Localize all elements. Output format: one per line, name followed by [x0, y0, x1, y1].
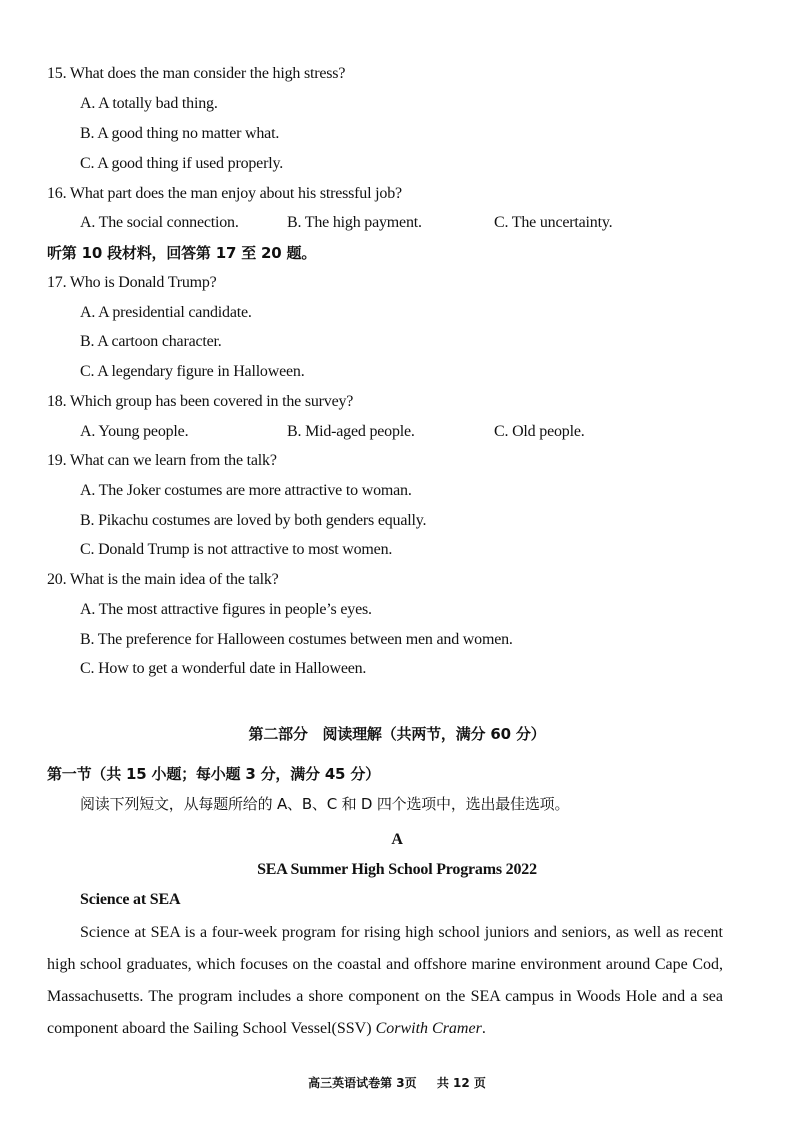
question-17-stem: 17. Who is Donald Trump? — [47, 274, 217, 291]
question-18-stem: 18. Which group has been covered in the survey? — [47, 393, 354, 410]
question-20-option-a: A. The most attractive figures in people’s eyes. — [80, 601, 372, 618]
question-17-option-c: C. A legendary figure in Halloween. — [80, 363, 305, 380]
paragraph-text: Science at SEA is a four-week program for rising high school juniors and seniors, as well as recent high school graduates, which focuses on the coastal and offshore marine environment around Cape Cod, Massachusetts. The program includes a shore component on the SEA campus in Woods Hole and a sea component aboard the Sailing School Vessel(SSV) — [47, 924, 723, 1037]
footer-exam-page: 高三英语试卷第 3页 — [308, 1076, 417, 1090]
page-footer — [0, 1074, 794, 1091]
question-19-stem: 19. What can we learn from the talk? — [47, 452, 277, 469]
question-16-stem: 16. What part does the man enjoy about his stressful job? — [47, 185, 402, 202]
part-two-title: 第二部分 阅读理解（共两节，满分 60 分） — [248, 725, 546, 743]
question-19-option-b: B. Pikachu costumes are loved by both genders equally. — [80, 512, 427, 529]
question-15-option-b: B. A good thing no matter what. — [80, 125, 280, 142]
question-20-stem: 20. What is the main idea of the talk? — [47, 571, 279, 588]
passage-letter: A — [391, 831, 403, 848]
passage-paragraph — [47, 917, 723, 1045]
question-16-option-b: B. The high payment. — [287, 214, 422, 231]
listening-instruction: 听第 10 段材料，回答第 17 至 20 题。 — [47, 244, 317, 262]
question-15-stem: 15. What does the man consider the high stress? — [47, 65, 346, 82]
question-16-option-c: C. The uncertainty. — [494, 214, 613, 231]
question-16-option-a: A. The social connection. — [80, 214, 239, 231]
passage-title: SEA Summer High School Programs 2022 — [257, 861, 537, 878]
question-20-option-b: B. The preference for Halloween costumes between men and women. — [80, 631, 513, 648]
reading-directions: 阅读下列短文，从每题所给的 A、B、C 和 D 四个选项中，选出最佳选项。 — [80, 795, 570, 813]
passage-subheading: Science at SEA — [80, 891, 181, 908]
question-15-option-c: C. A good thing if used properly. — [80, 155, 284, 172]
question-17-option-a: A. A presidential candidate. — [80, 304, 252, 321]
question-20-option-c: C. How to get a wonderful date in Halloween. — [80, 660, 367, 677]
question-19-option-a: A. The Joker costumes are more attractive to woman. — [80, 482, 412, 499]
question-19-option-c: C. Donald Trump is not attractive to most women. — [80, 541, 393, 558]
question-17-option-b: B. A cartoon character. — [80, 333, 222, 350]
section-one-heading: 第一节（共 15 小题；每小题 3 分，满分 45 分） — [47, 765, 380, 783]
question-18-option-c: C. Old people. — [494, 423, 585, 440]
question-15-option-a: A. A totally bad thing. — [80, 95, 218, 112]
vessel-name: Corwith Cramer — [375, 1020, 482, 1037]
question-18-option-b: B. Mid-aged people. — [287, 423, 415, 440]
question-18-option-a: A. Young people. — [80, 423, 189, 440]
paragraph-end: . — [481, 1020, 486, 1037]
footer-total-pages: 共 12 页 — [436, 1076, 486, 1090]
